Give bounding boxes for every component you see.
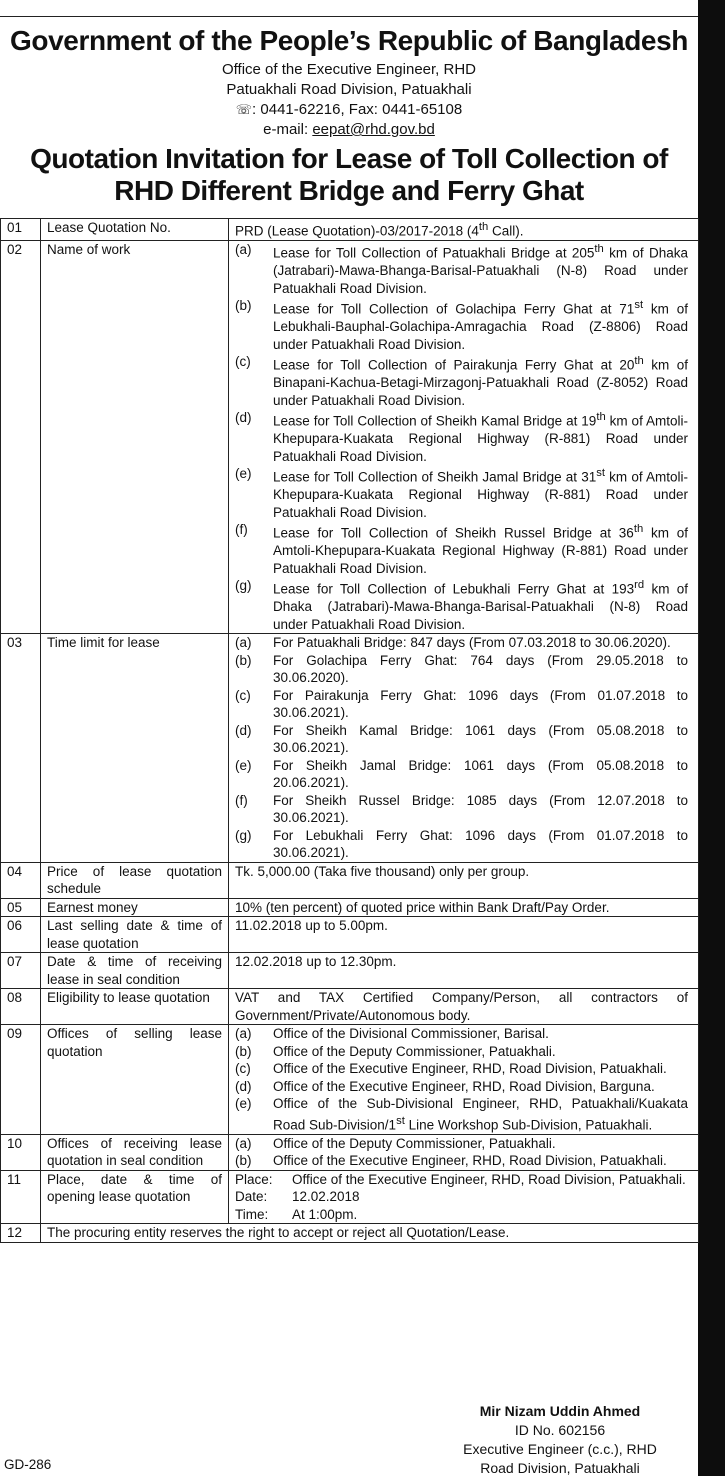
item-text: Office of the Sub-Divisional Engineer, RHD, Patuakhali/Kuakata Road Sub-Division/1st Line Workshop Sub-Division, Patuakhali. [273, 1096, 688, 1132]
row-number: 11 [1, 1170, 41, 1224]
item-label: (b) [235, 1153, 252, 1168]
item-text: Lease for Toll Collection of Sheikh Russel Bridge at 36th km of Amtoli-Khepupara-Kuakata Regional Highway (R-881) Road under Patuakhali Road Division. [273, 523, 689, 576]
row-value: 10% (ten percent) of quoted price within Bank Draft/Pay Order. [229, 898, 699, 917]
item-label: (a) [235, 1026, 252, 1041]
row-label: Eligibility to lease quotation [41, 989, 229, 1025]
row-number: 09 [1, 1025, 41, 1135]
list-item [235, 652, 688, 687]
item-label: (g) [235, 827, 252, 843]
row-value: 12.02.2018 up to 12.30pm. [229, 953, 699, 989]
date-value: 12.02.2018 [292, 1189, 360, 1204]
item-label: (b) [235, 652, 252, 668]
list-item [235, 577, 688, 633]
date-line [235, 1188, 688, 1206]
item-label: (c) [235, 1061, 251, 1076]
row-value [229, 1170, 699, 1224]
title-line-2: RHD Different Bridge and Ferry Ghat [114, 175, 584, 206]
time-line [235, 1206, 688, 1224]
table-row [1, 862, 699, 898]
row-number: 07 [1, 953, 41, 989]
list-item [235, 1135, 688, 1153]
list-item [235, 634, 688, 652]
item-label: (f) [235, 522, 248, 537]
item-text: Office of the Divisional Commissioner, Barisal. [273, 1026, 549, 1041]
document-code: GD-286 [4, 1457, 52, 1472]
row-value [229, 634, 699, 863]
item-label: (g) [235, 578, 252, 593]
item-text: Lease for Toll Collection of Sheikh Jamal Bridge at 31st km of Amtoli-Khepupara-Kuakata Regional Highway (R-881) Road under Patuakhali Road Division. [273, 467, 689, 520]
telephone-icon: ☏ [235, 102, 253, 117]
list-item [235, 409, 688, 465]
table-row [1, 989, 699, 1025]
date-label: Date: [235, 1189, 268, 1204]
list-item [235, 687, 688, 722]
item-text: For Sheikh Jamal Bridge: 1061 days (From 05.08.2018 to 20.06.2021). [273, 757, 688, 790]
item-label: (d) [235, 410, 252, 425]
row-number: 01 [1, 219, 41, 241]
item-label: (a) [235, 1135, 252, 1151]
signatory-designation: Executive Engineer (c.c.), RHD [463, 1441, 657, 1457]
item-text: For Lebukhali Ferry Ghat: 1096 days (From 01.07.2018 to 30.06.2021). [273, 827, 688, 860]
row-value [229, 1134, 699, 1170]
time-value: At 1:00pm. [292, 1206, 358, 1222]
row-label: Name of work [41, 241, 229, 634]
table-row [1, 241, 699, 634]
table-row [1, 898, 699, 917]
item-text: For Sheikh Kamal Bridge: 1061 days (From 05.08.2018 to 30.06.2021). [273, 722, 688, 755]
phone-text: : 0441-62216, Fax: 0441-65108 [252, 101, 463, 118]
list-item [235, 1095, 688, 1134]
place-label: Place: [235, 1171, 273, 1187]
table-row [1, 1224, 699, 1243]
signature-block [440, 1402, 680, 1476]
header [0, 22, 698, 207]
row-value [229, 219, 699, 241]
list-item [235, 465, 688, 521]
item-text: Office of the Deputy Commissioner, Patuakhali. [273, 1135, 556, 1151]
list-item [235, 827, 688, 862]
item-label: (e) [235, 1096, 252, 1111]
item-label: (c) [235, 687, 251, 703]
item-text: For Pairakunja Ferry Ghat: 1096 days (From 01.07.2018 to 30.06.2021). [273, 687, 688, 720]
item-text: Office of the Executive Engineer, RHD, Road Division, Patuakhali. [273, 1153, 667, 1168]
list-item [235, 1060, 688, 1078]
row-number: 08 [1, 989, 41, 1025]
row-number: 02 [1, 241, 41, 634]
table-row [1, 917, 699, 953]
superscript: th [478, 221, 489, 233]
row-label: Earnest money [41, 898, 229, 917]
list-item [235, 757, 688, 792]
title-line-1: Quotation Invitation for Lease of Toll Collection of [30, 143, 668, 174]
table-row [1, 1025, 699, 1135]
item-label: (b) [235, 298, 252, 313]
office-name: Office of the Executive Engineer, RHD [221, 61, 477, 78]
item-text: Lease for Toll Collection of Lebukhali Ferry Ghat at 193rd km of Dhaka (Jatrabari)-Mawa-Bhanga-Barisal-Patuakhali (N-8) Road under Patuakhali Road Division. [273, 579, 688, 632]
list-item [235, 521, 688, 577]
item-text: Lease for Toll Collection of Patuakhali Bridge at 205th km of Dhaka (Jatrabari)-Mawa-Bhanga-Barisal-Patuakhali (N-8) Road under Patuakhali Road Division. [273, 243, 688, 296]
place-value: Office of the Executive Engineer, RHD, Road Division, Patuakhali. [292, 1171, 686, 1187]
list-item [235, 1078, 688, 1096]
top-divider [0, 16, 698, 17]
government-heading: Government of the People’s Republic of Bangladesh [10, 25, 688, 56]
signatory-office: Road Division, Patuakhali [480, 1460, 640, 1476]
item-label: (e) [235, 757, 252, 773]
row-label: Place, date & time of opening lease quotation [41, 1170, 229, 1224]
row-number: 03 [1, 634, 41, 863]
item-label: (d) [235, 722, 252, 738]
item-label: (a) [235, 635, 252, 650]
list-item [235, 1152, 688, 1170]
item-text: For Golachipa Ferry Ghat: 764 days (From 29.05.2018 to 30.06.2020). [273, 652, 688, 685]
value-text: Call). [488, 223, 524, 239]
row-number: 05 [1, 898, 41, 917]
item-label: (e) [235, 466, 252, 481]
row-label: Price of lease quotation schedule [41, 862, 229, 898]
item-text: Office of the Executive Engineer, RHD, Road Division, Patuakhali. [273, 1061, 667, 1076]
signatory-id: ID No. 602156 [514, 1422, 606, 1438]
quotation-table [0, 218, 699, 1243]
row-value [229, 1025, 699, 1135]
row-note: The procuring entity reserves the right to accept or reject all Quotation/Lease. [41, 1224, 699, 1243]
list-item [235, 1043, 688, 1061]
item-label: (d) [235, 1078, 252, 1094]
scan-edge-bar [698, 0, 725, 1476]
value-text: PRD (Lease Quotation)-03/2017-2018 (4 [235, 223, 479, 239]
item-text: Office of the Executive Engineer, RHD, Road Division, Barguna. [273, 1078, 655, 1094]
item-text: Lease for Toll Collection of Golachipa Ferry Ghat at 71st km of Lebukhali-Bauphal-Golachipa-Amragachia Road (Z-8806) Road under Patuakhali Road Division. [273, 299, 688, 352]
item-text: Lease for Toll Collection of Sheikh Kamal Bridge at 19th km of Amtoli-Khepupara-Kuakata Regional Highway (R-881) Road under Patuakhali Road Division. [273, 411, 689, 464]
row-number: 04 [1, 862, 41, 898]
item-text: For Sheikh Russel Bridge: 1085 days (From 12.07.2018 to 30.06.2021). [273, 792, 688, 825]
list-item [235, 1025, 688, 1043]
table-row [1, 634, 699, 863]
row-value: 11.02.2018 up to 5.00pm. [229, 917, 699, 953]
list-item [235, 241, 688, 297]
row-label: Lease Quotation No. [41, 219, 229, 241]
item-text: For Patuakhali Bridge: 847 days (From 07.03.2018 to 30.06.2020). [273, 635, 671, 650]
row-label: Date & time of receiving lease in seal condition [41, 953, 229, 989]
row-number: 12 [1, 1224, 41, 1243]
email-link[interactable]: eepat@rhd.gov.bd [312, 121, 435, 138]
phone-line [0, 100, 698, 120]
item-label: (f) [235, 792, 248, 808]
row-value: VAT and TAX Certified Company/Person, all contractors of Government/Private/Autonomous body. [229, 989, 699, 1025]
list-item [235, 353, 688, 409]
table-row [1, 953, 699, 989]
time-label: Time: [235, 1206, 269, 1222]
table-row [1, 1134, 699, 1170]
row-label: Time limit for lease [41, 634, 229, 863]
notice-title [0, 143, 698, 207]
email-line [0, 120, 698, 140]
item-label: (a) [235, 242, 252, 257]
row-value [229, 241, 699, 634]
table-row [1, 1170, 699, 1224]
list-item [235, 722, 688, 757]
item-label: (b) [235, 1043, 252, 1059]
item-text: Lease for Toll Collection of Pairakunja Ferry Ghat at 20th km of Binapani-Kachua-Betagi-Mirzagonj-Patuakhali Road (Z-8052) Road under Patuakhali Road Division. [273, 355, 688, 408]
place-line [235, 1171, 688, 1189]
row-number: 06 [1, 917, 41, 953]
list-item [235, 297, 688, 353]
list-item [235, 792, 688, 827]
email-label: e-mail: [263, 121, 313, 138]
row-label: Offices of selling lease quotation [41, 1025, 229, 1135]
row-label: Offices of receiving lease quotation in seal condition [41, 1134, 229, 1170]
row-value: Tk. 5,000.00 (Taka five thousand) only per group. [229, 862, 699, 898]
signatory-name: Mir Nizam Uddin Ahmed [479, 1403, 641, 1419]
table-row [1, 219, 699, 241]
item-label: (c) [235, 354, 251, 369]
row-label: Last selling date & time of lease quotation [41, 917, 229, 953]
item-text: Office of the Deputy Commissioner, Patuakhali. [273, 1043, 556, 1059]
division-name: Patuakhali Road Division, Patuakhali [226, 81, 472, 98]
row-number: 10 [1, 1134, 41, 1170]
